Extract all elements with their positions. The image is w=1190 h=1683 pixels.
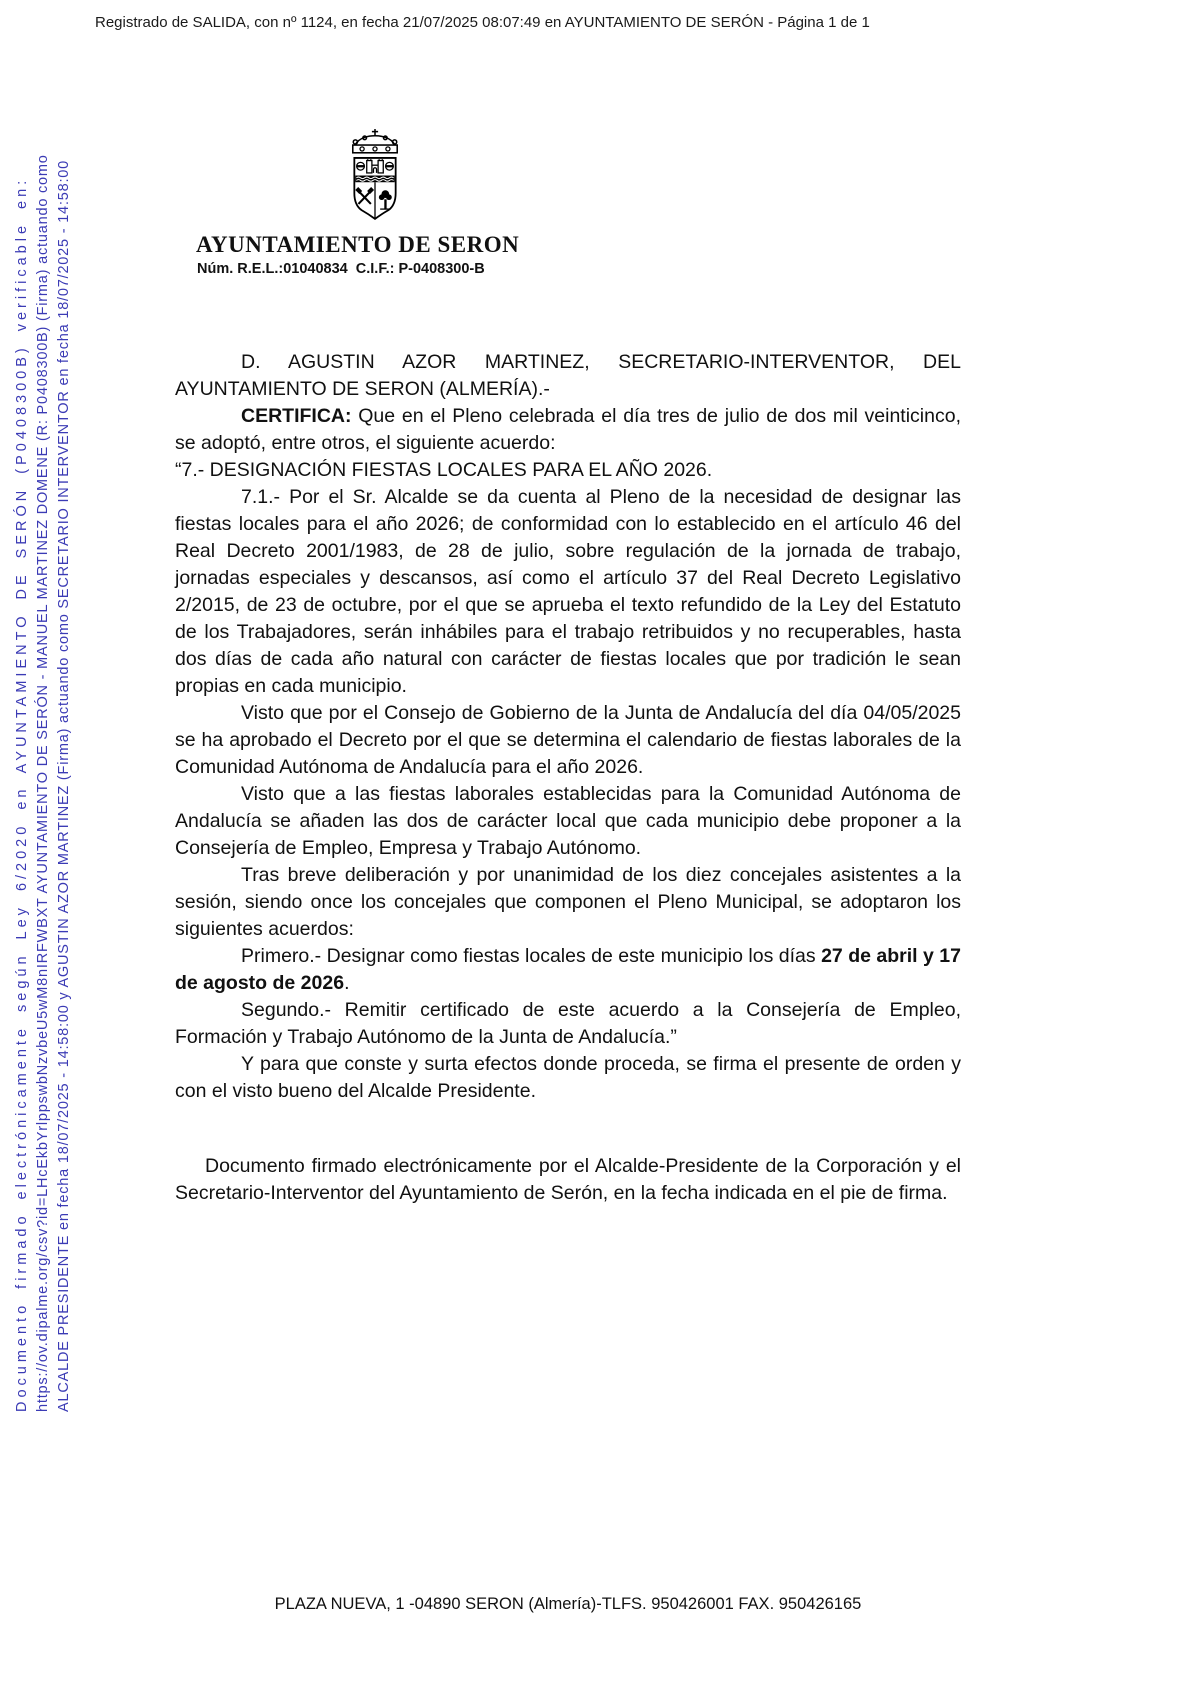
registration-stamp-header: Registrado de SALIDA, con nº 1124, en fecha 21/07/2025 08:07:49 en AYUNTAMIENTO DE SERÓN - Página 1 de 1 xyxy=(95,14,870,31)
electronic-signature-sidebar xyxy=(12,154,75,1412)
certifica-text: Que en el Pleno celebrada el día tres de julio de dos mil veinticinco, se adoptó, entre otros, el siguiente acuerdo: xyxy=(175,405,961,454)
primero-text: Primero.- Designar como fiestas locales de este municipio los días xyxy=(241,945,822,967)
intro-paragraph: D. AGUSTIN AZOR MARTINEZ, SECRETARIO-INTERVENTOR, DEL AYUNTAMIENTO DE SERON (ALMERÍA).- xyxy=(175,351,961,400)
conste-paragraph: Y para que conste y surta efectos donde proceda, se firma el presente de orden y con el visto bueno del Alcalde Presidente. xyxy=(175,1053,961,1102)
signature-verification-line: Documento firmado electrónicamente según Ley 6/2020 en AYUNTAMIENTO DE SERÓN (P0408300B) verificable en: xyxy=(14,176,30,1412)
certifica-paragraph xyxy=(175,403,961,457)
segundo-paragraph: Segundo.- Remitir certificado de este acuerdo a la Consejería de Empleo, Formación y Trabajo Autónomo de la Junta de Andalucía.” xyxy=(175,999,961,1048)
primero-period: . xyxy=(344,972,350,994)
signature-url-line: https://ov.dipalme.org/csv?id=LHcEkbYrlppswbNzvbeU5wM8nIRFWBXT AYUNTAMIENTO DE SERÓN - MANUEL MARTINEZ DOMENE (R: P0408300B) (Firma) actuando como xyxy=(35,154,51,1412)
seron-coat-of-arms-icon xyxy=(344,128,406,227)
address-footer: PLAZA NUEVA, 1 -04890 SERON (Almería)-TLFS. 950426001 FAX. 950426165 xyxy=(274,1595,862,1613)
certifica-label: CERTIFICA: xyxy=(241,405,352,427)
visto-fiestas-paragraph: Visto que a las fiestas laborales establecidas para la Comunidad Autónoma de Andalucía se añaden las dos de carácter local que cada municipio debe proponer a la Consejería de Empleo, Empresa y Trabajo Autónomo. xyxy=(175,783,961,859)
paragraph-7-1: 7.1.- Por el Sr. Alcalde se da cuenta al Pleno de la necesidad de designar las fiestas locales para el año 2026; de conformidad con lo establecido en el artículo 46 del Real Decreto 2001/1983, de 28 de julio, sobre regulación de la jornada de trabajo, jornadas especiales y descansos, así como el artículo 37 del Real Decreto Legislativo 2/2015, de 23 de octubre, por el que se aprueba el texto refundido de la Ley del Estatuto de los Trabajadores, serán inhábiles para el trabajo retribuidos y no recuperables, hasta dos días de cada año natural con carácter de fiestas locales que por tradición le sean propias en cada municipio. xyxy=(175,486,961,697)
visto-decreto-paragraph: Visto que por el Consejo de Gobierno de la Junta de Andalucía del día 04/05/2025 se ha aprobado el Decreto por el que se determina el calendario de fiestas laborales de la Comunidad Autónoma de Andalucía para el año 2026. xyxy=(175,702,961,778)
primero-paragraph xyxy=(175,943,961,997)
certificate-body xyxy=(175,349,961,1207)
electronic-signing-note: Documento firmado electrónicamente por el Alcalde-Presidente de la Corporación y el Secretario-Interventor del Ayuntamiento de Serón, en la fecha indicada en el pie de firma. xyxy=(175,1155,961,1204)
letterhead-registry-number: Núm. R.E.L.:01040834 C.I.F.: P-0408300-B xyxy=(197,261,485,277)
agenda-item-heading: “7.- DESIGNACIÓN FIESTAS LOCALES PARA EL AÑO 2026. xyxy=(175,459,713,481)
fiestas-dates: 27 de abril y 17 de agosto de 2026 xyxy=(175,945,961,994)
deliberacion-paragraph: Tras breve deliberación y por unanimidad de los diez concejales asistentes a la sesión, siendo once los concejales que componen el Pleno Municipal, se adoptaron los siguientes acuerdos: xyxy=(175,864,961,940)
signature-signers-line: ALCALDE PRESIDENTE en fecha 18/07/2025 - 14:58:00 y AGUSTIN AZOR MARTINEZ (Firma) actuando como SECRETARIO INTERVENTOR en fecha 18/07/2025 - 14:58:00 xyxy=(56,159,72,1412)
letterhead-title: AYUNTAMIENTO DE SERON xyxy=(196,232,520,257)
